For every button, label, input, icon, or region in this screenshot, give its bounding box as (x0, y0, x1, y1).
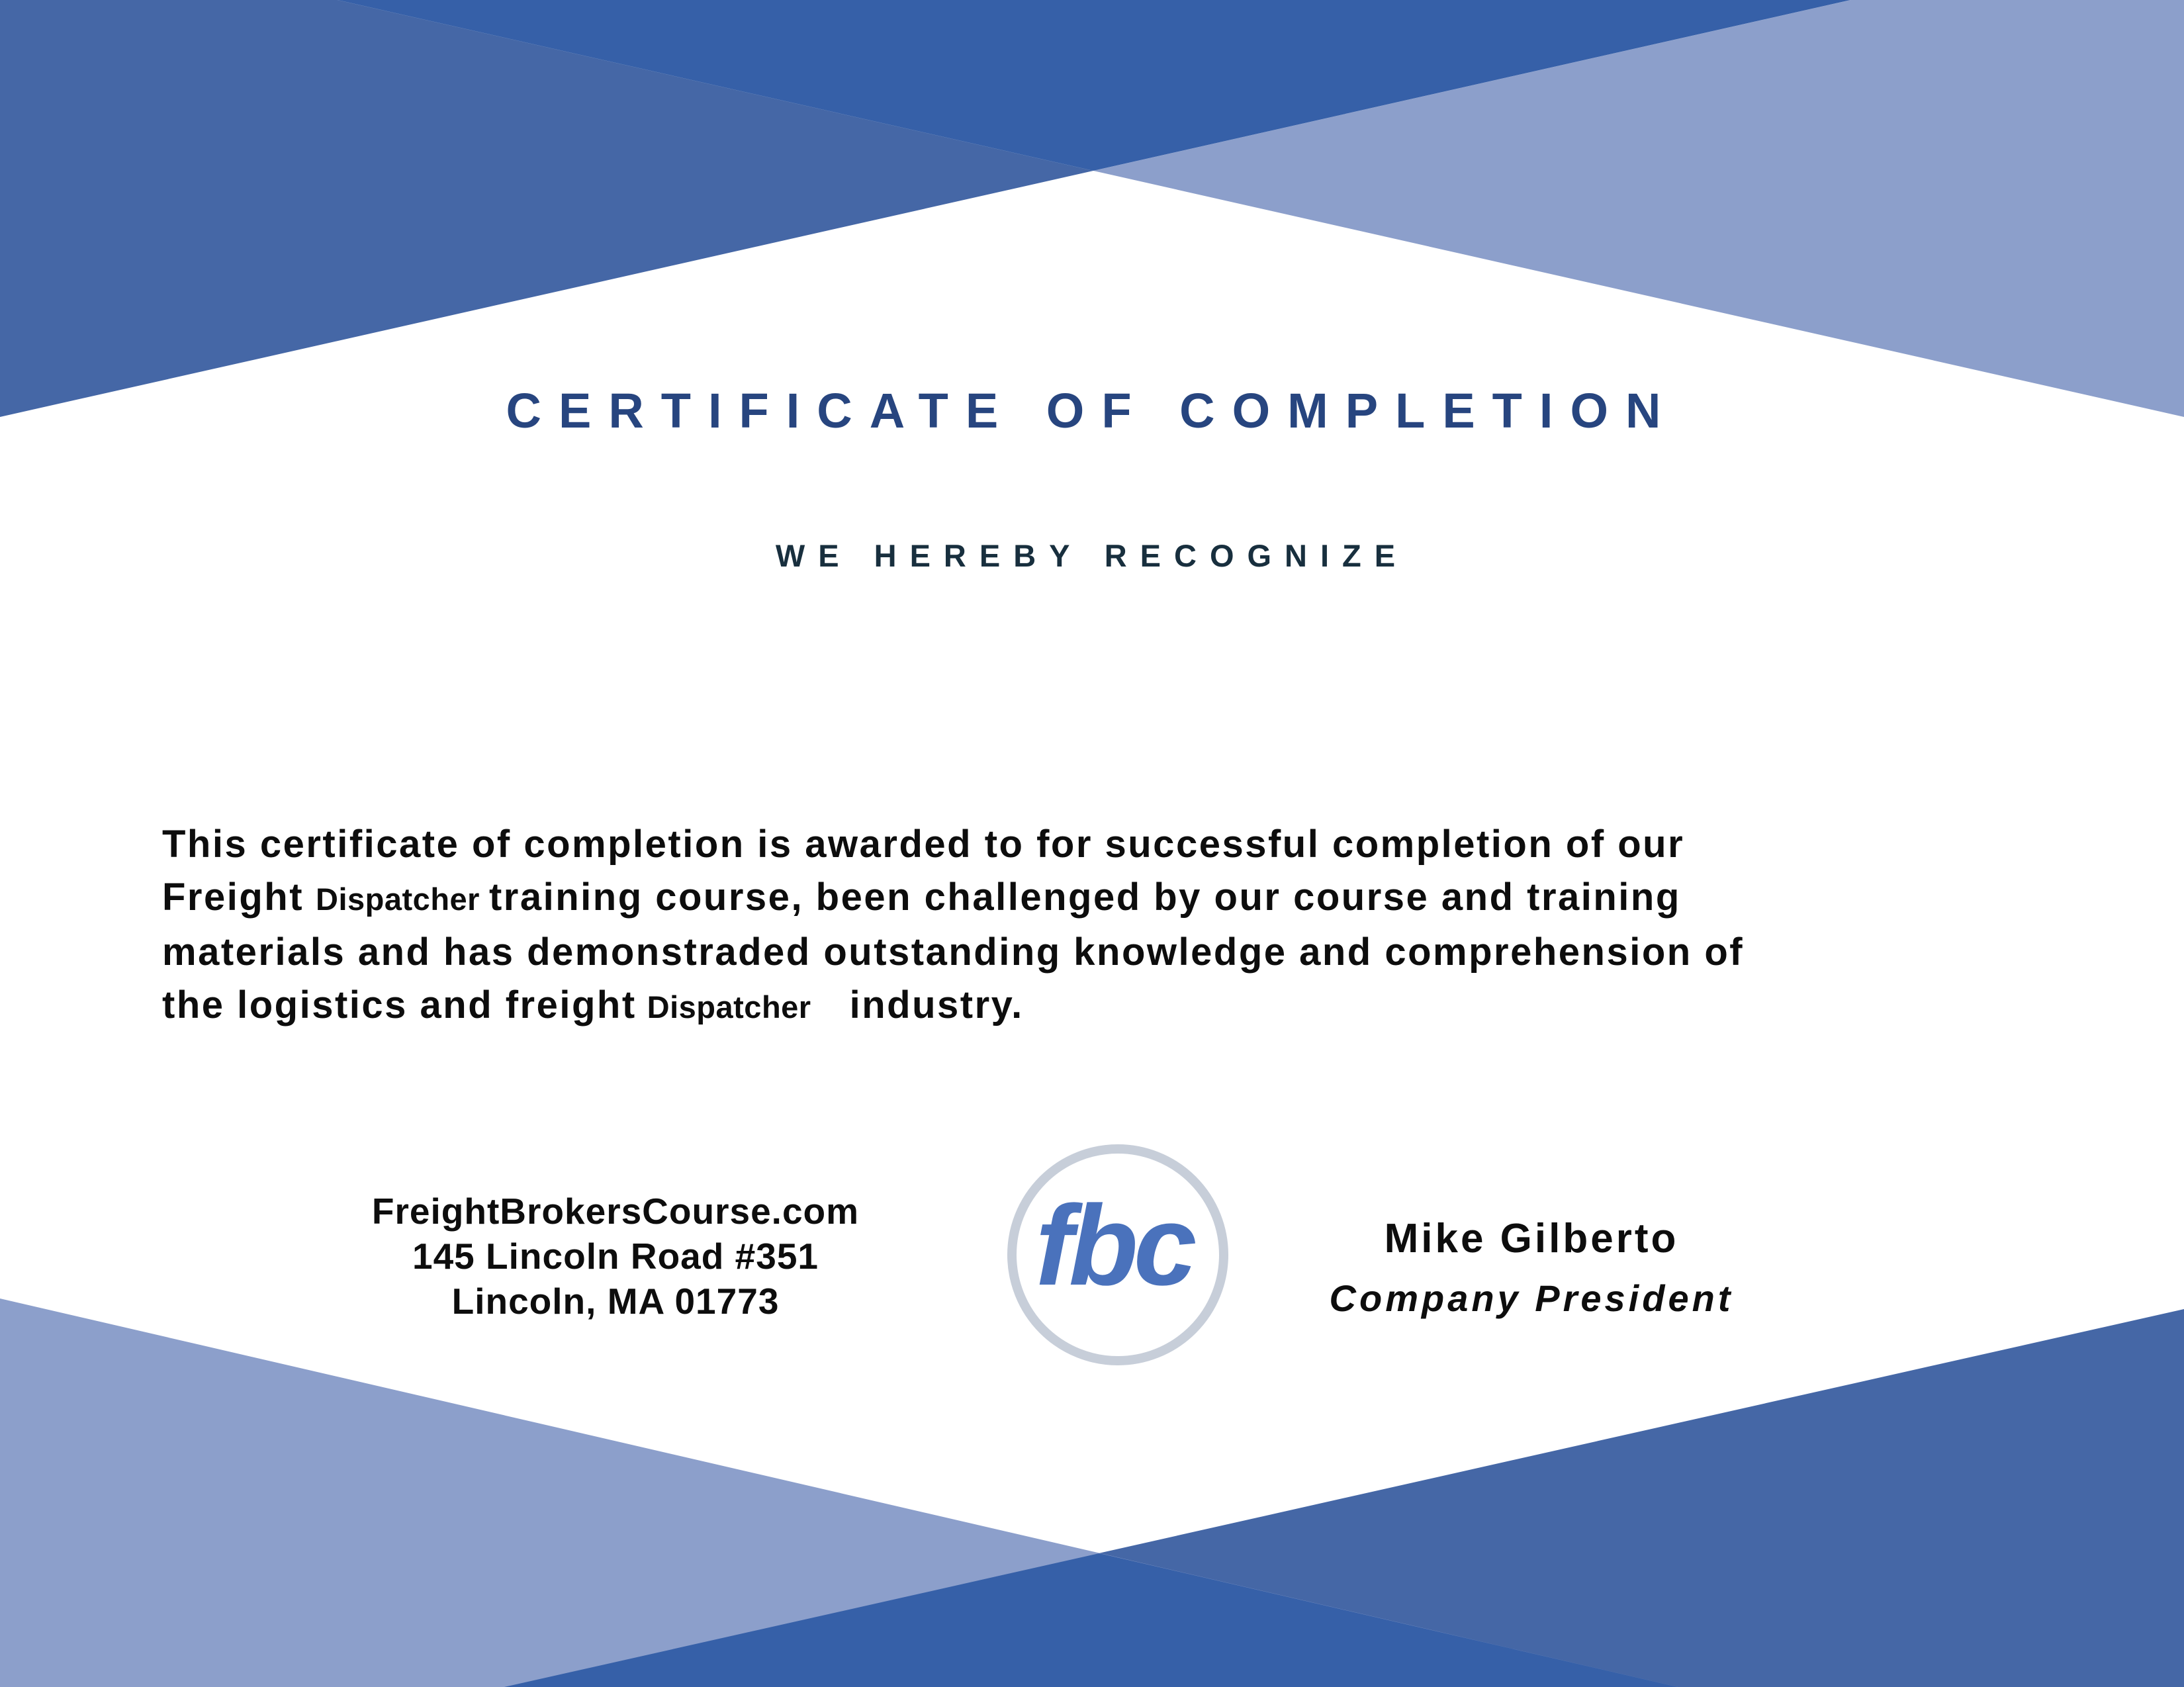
body-line-3: materials and has demonstraded outstanding knowledge and comprehension of (162, 931, 1745, 974)
inserted-industry-type: Dispatcher (647, 989, 811, 1025)
signer-name: Mike Gilberto (1384, 1216, 1679, 1261)
company-street: 145 Lincoln Road #351 (412, 1236, 819, 1277)
body-line-4: the logistics and freight Dispatcher industry. (162, 983, 1024, 1026)
company-city: Lincoln, MA 01773 (451, 1281, 780, 1322)
certificate-subtitle: WE HEREBY RECOGNIZE (775, 538, 1409, 573)
body-line-2: Freight Dispatcher training course, been challenged by our course and training (162, 876, 1681, 919)
company-website: FreightBrokersCourse.com (371, 1191, 860, 1232)
company-address-block (218, 1189, 1013, 1324)
certificate-body (162, 818, 1989, 1034)
certificate-title: CERTIFICATE OF COMPLETION (506, 383, 1678, 438)
body-line-1: This certificate of completion is awarded to for successful completion of our (162, 823, 1685, 866)
inserted-course-type: Dispatcher (316, 882, 480, 917)
signer-title: Company President (1329, 1277, 1734, 1319)
fbc-logo-text: fbc (1035, 1182, 1193, 1309)
signature-block (1167, 1215, 1895, 1320)
